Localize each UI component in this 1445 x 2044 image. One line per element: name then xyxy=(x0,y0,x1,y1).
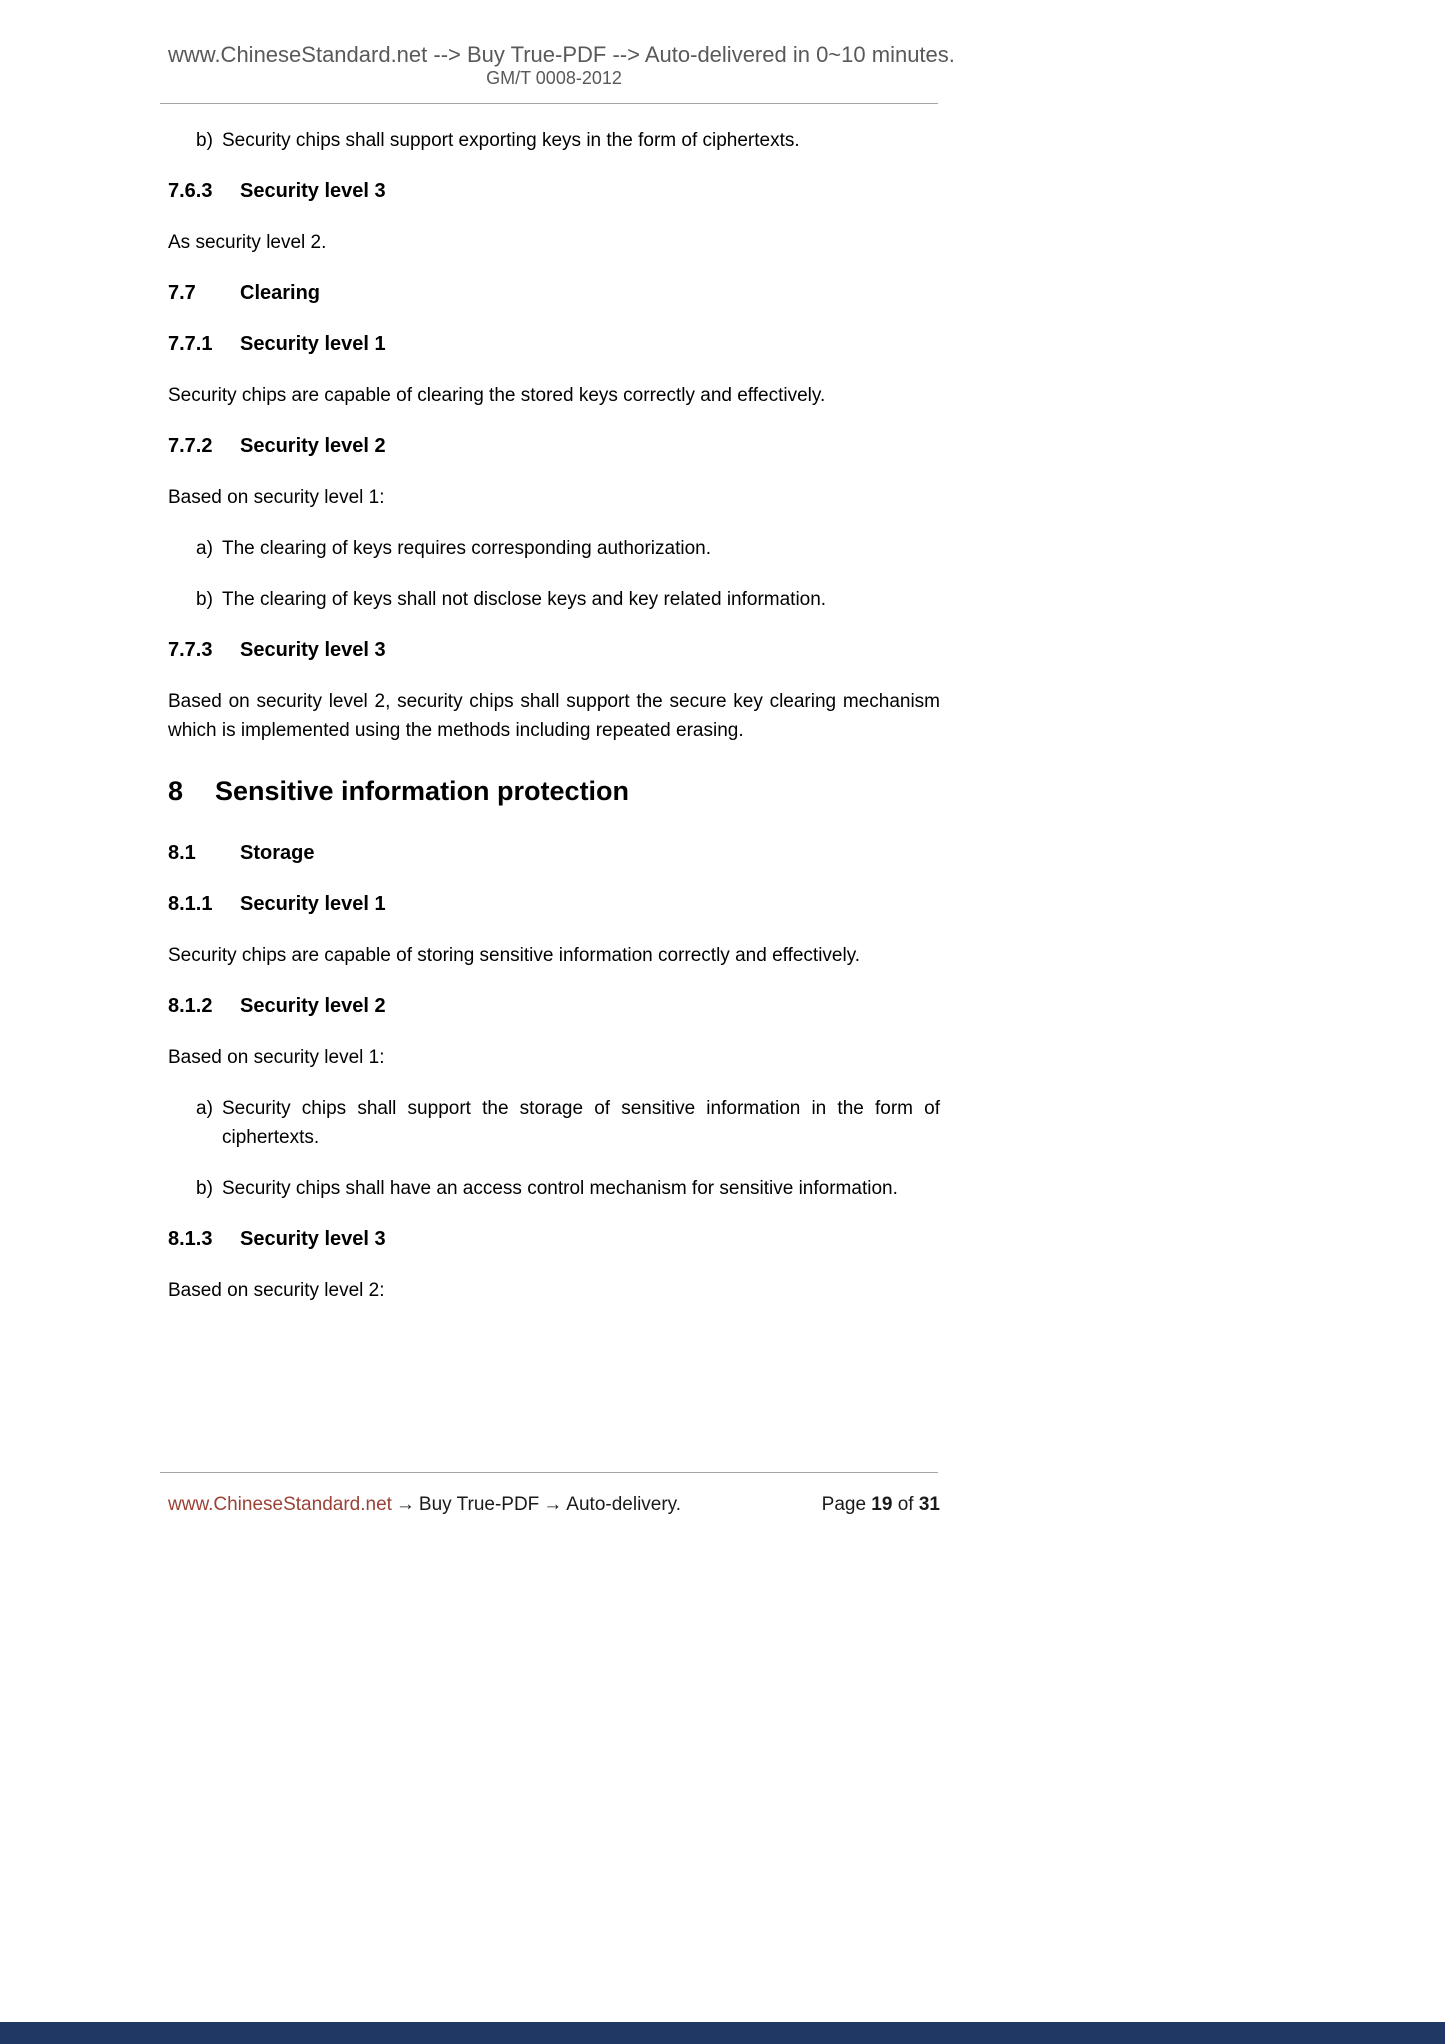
chapter-heading xyxy=(168,773,940,809)
list-item xyxy=(168,1094,940,1152)
bottom-bar xyxy=(0,2022,1445,2044)
list-item xyxy=(168,534,940,563)
list-marker: a) xyxy=(196,1098,213,1119)
heading-number: 8.1.3 xyxy=(168,1228,213,1250)
heading-number: 7.7.1 xyxy=(168,333,213,355)
heading-title: Security level 3 xyxy=(240,180,386,202)
heading-number: 8.1.2 xyxy=(168,995,213,1017)
list-item-text: Security chips shall support the storage of sensitive information in the form of ciphertexts. xyxy=(222,1098,940,1148)
list-item-text: The clearing of keys shall not disclose keys and key related information. xyxy=(222,589,827,610)
list-item xyxy=(168,585,940,614)
list-item xyxy=(168,126,940,155)
footer-delivery-text: Auto-delivery. xyxy=(566,1494,682,1515)
list-item-text: Security chips shall support exporting keys in the form of ciphertexts. xyxy=(222,130,800,151)
footer-site-link[interactable]: www.ChineseStandard.net xyxy=(168,1494,392,1515)
section-heading xyxy=(168,177,940,206)
body-paragraph: Security chips are capable of clearing the stored keys correctly and effectively. xyxy=(168,385,826,406)
arrow-right-icon: → xyxy=(395,1494,415,1515)
footer-promo xyxy=(168,1490,681,1519)
list-marker: b) xyxy=(196,1178,213,1199)
heading-number: 7.7.2 xyxy=(168,435,213,457)
heading-title: Storage xyxy=(240,842,315,864)
heading-title: Security level 3 xyxy=(240,639,386,661)
footer-buy-text: Buy True-PDF xyxy=(418,1494,540,1515)
heading-number: 8 xyxy=(168,776,184,806)
page-of-label: of xyxy=(897,1494,914,1515)
heading-title: Security level 1 xyxy=(240,893,386,915)
page-header xyxy=(168,42,955,89)
body-paragraph: Based on security level 1: xyxy=(168,1047,385,1068)
heading-number: 7.7 xyxy=(168,282,196,304)
heading-number: 8.1 xyxy=(168,842,196,864)
heading-title: Security level 2 xyxy=(240,435,386,457)
page-footer xyxy=(168,1490,940,1519)
body-paragraph: Based on security level 2, security chips shall support the secure key clearing mechanism which is implemented using the methods including repeated erasing. xyxy=(168,691,940,741)
section-heading xyxy=(168,890,940,919)
section-heading xyxy=(168,330,940,359)
heading-title: Security level 1 xyxy=(240,333,386,355)
footer-divider xyxy=(160,1472,938,1473)
page-current: 19 xyxy=(871,1494,893,1515)
page-total: 31 xyxy=(918,1494,940,1515)
arrow-right-icon: → xyxy=(543,1494,563,1515)
section-heading xyxy=(168,839,940,868)
page-label: Page xyxy=(821,1494,867,1515)
heading-number: 8.1.1 xyxy=(168,893,213,915)
body-paragraph: Based on security level 2: xyxy=(168,1280,385,1301)
section-heading xyxy=(168,432,940,461)
body-paragraph: Security chips are capable of storing sensitive information correctly and effectively. xyxy=(168,945,861,966)
heading-title: Security level 3 xyxy=(240,1228,386,1250)
heading-title: Security level 2 xyxy=(240,995,386,1017)
list-marker: a) xyxy=(196,538,213,559)
section-heading xyxy=(168,1225,940,1254)
heading-title: Clearing xyxy=(240,282,321,304)
list-item xyxy=(168,1174,940,1203)
heading-number: 7.7.3 xyxy=(168,639,213,661)
section-heading xyxy=(168,279,940,308)
section-heading xyxy=(168,636,940,665)
body-paragraph: As security level 2. xyxy=(168,232,327,253)
heading-title: Sensitive information protection xyxy=(215,776,630,806)
section-heading xyxy=(168,992,940,1021)
list-item-text: Security chips shall have an access control mechanism for sensitive information. xyxy=(222,1178,898,1199)
header-divider xyxy=(160,103,938,104)
body-paragraph: Based on security level 1: xyxy=(168,487,385,508)
doc-number: GM/T 0008-2012 xyxy=(486,68,622,88)
document-content xyxy=(168,126,940,1327)
list-marker: b) xyxy=(196,130,213,151)
promo-text: www.ChineseStandard.net --> Buy True-PDF --> Auto-delivered in 0~10 minutes. xyxy=(168,42,955,67)
heading-number: 7.6.3 xyxy=(168,180,213,202)
list-marker: b) xyxy=(196,589,213,610)
page-indicator xyxy=(822,1490,940,1519)
list-item-text: The clearing of keys requires corresponding authorization. xyxy=(222,538,711,559)
